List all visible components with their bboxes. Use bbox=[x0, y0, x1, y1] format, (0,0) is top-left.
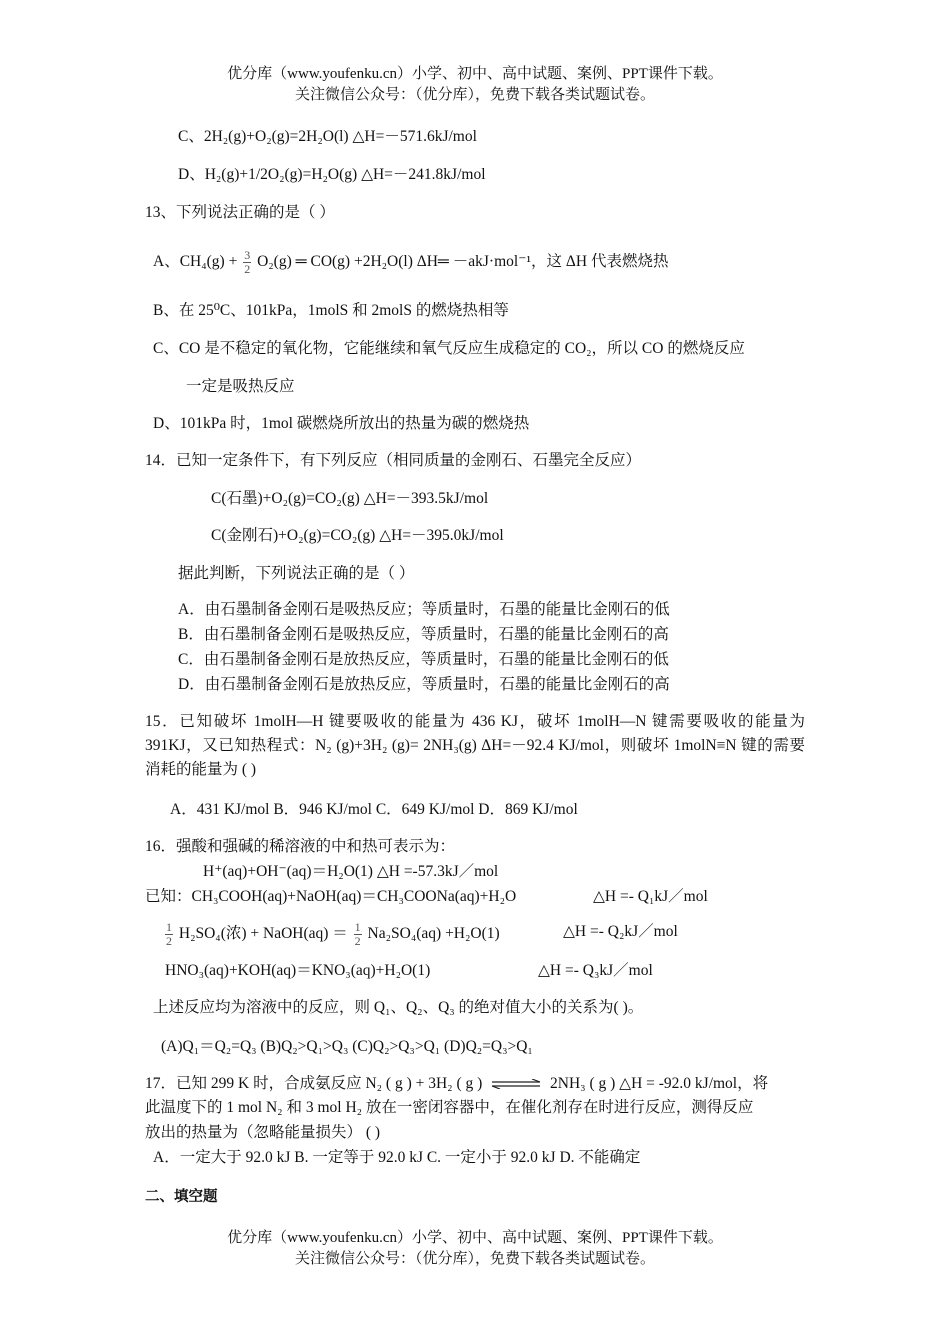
q16-equation-2-enthalpy: △H =- Q₂kJ／mol bbox=[563, 923, 678, 940]
page-header bbox=[0, 64, 950, 106]
page-footer bbox=[0, 1228, 950, 1270]
q13-option-a bbox=[153, 249, 668, 276]
q14-question: 据此判断，下列说法正确的是（ ） bbox=[178, 565, 415, 582]
q13-option-d: D、101kPa 时，1mol 碳燃烧所放出的热量为碳的燃烧热 bbox=[153, 415, 530, 432]
q17-line-1 bbox=[145, 1073, 768, 1095]
q13-option-a-fraction bbox=[243, 249, 251, 276]
reversible-arrow-icon bbox=[490, 1079, 542, 1089]
fraction-denominator: 2 bbox=[166, 934, 172, 948]
q12-option-c: C、2H₂(g)+O₂(g)=2H₂O(l) △H=－571.6kJ/mol bbox=[178, 128, 477, 145]
q15-options: A．431 KJ/mol B．946 KJ/mol C．649 KJ/mol D．869 KJ/mol bbox=[170, 801, 578, 818]
q14-option-d: D．由石墨制备金刚石是放热反应，等质量时，石墨的能量比金刚石的高 bbox=[178, 676, 670, 693]
q13-option-a-pre: A、CH₄(g) + bbox=[153, 253, 238, 271]
q17-line-2: 此温度下的 1 mol N₂ 和 3 mol H₂ 放在一密闭容器中，在催化剂存在时进行反应，测得反应 bbox=[145, 1099, 754, 1116]
fraction-numerator: 1 bbox=[166, 920, 172, 934]
q16-neutralization-equation: H⁺(aq)+OH⁻(aq)＝H₂O(1) △H =-57.3kJ／mol bbox=[203, 863, 499, 880]
q14-option-c: C．由石墨制备金刚石是放热反应，等质量时，石墨的能量比金刚石的低 bbox=[178, 651, 669, 668]
header-line-2: 关注微信公众号：（优分库），免费下载各类试题试卷。 bbox=[294, 87, 655, 103]
fraction-denominator: 2 bbox=[244, 262, 251, 276]
fraction-numerator: 3 bbox=[244, 248, 251, 262]
q14-equation-1: C(石墨)+O₂(g)=CO₂(g) △H=－393.5kJ/mol bbox=[211, 490, 489, 507]
q14-equation-2: C(金刚石)+O₂(g)=CO₂(g) △H=－395.0kJ/mol bbox=[211, 527, 504, 544]
q16-equation-2-fraction-2 bbox=[354, 921, 362, 948]
q16-equation-2-tail: Na₂SO₄(aq) +H₂O(1) bbox=[367, 925, 500, 943]
q15-stem: 15．已知破坏 1molH—H 键要吸收的能量为 436 KJ，破坏 1molH—N 键需要吸收的能量为 391KJ，又已知热程式：N₂ (g)+3H₂ (g)= 2NH₃(g) ΔH=－92.4 KJ/mol，则破坏 1molN≡N 键的需要消耗的能量为 ( ) bbox=[145, 713, 805, 778]
section-2-heading: 二、填空题 bbox=[145, 1189, 218, 1205]
q12-option-d: D、H₂(g)+1/2O₂(g)=H₂O(g) △H=－241.8kJ/mol bbox=[178, 166, 486, 183]
q13-option-c-line2: 一定是吸热反应 bbox=[186, 378, 295, 395]
q16-equation-3: HNO₃(aq)+KOH(aq)＝KNO₃(aq)+H₂O(1) bbox=[165, 962, 431, 979]
fraction-denominator: 2 bbox=[354, 934, 361, 948]
q17-line-3: 放出的热量为（忽略能量损失） ( ) bbox=[145, 1124, 381, 1141]
q17-line-1-post: 2NH₃ ( g ) △H = -92.0 kJ/mol，将 bbox=[550, 1075, 769, 1092]
q16-equation-2 bbox=[163, 921, 500, 948]
header-line-1: 优分库（www.youfenku.cn）小学、初中、高中试题、案例、PPT课件下载。 bbox=[227, 66, 723, 82]
q16-equation-3-enthalpy: △H =- Q₃kJ／mol bbox=[538, 962, 653, 979]
q17-options: A．一定大于 92.0 kJ B. 一定等于 92.0 kJ C. 一定小于 92.0 kJ D. 不能确定 bbox=[153, 1149, 641, 1166]
q16-options: (A)Q₁＝Q₂=Q₃ (B)Q₂>Q₁>Q₃ (C)Q₂>Q₃>Q₁ (D)Q₂=Q₃>Q₁ bbox=[161, 1038, 533, 1055]
q16-equation-1: 已知：CH₃COOH(aq)+NaOH(aq)＝CH₃COONa(aq)+H₂O bbox=[145, 888, 517, 905]
q16-equation-2-fraction-1 bbox=[165, 921, 173, 948]
q13-option-a-post: O₂(g) ═ CO(g) +2H₂O(l) ΔH═ －akJ·mol⁻¹，这 ΔH 代表燃烧热 bbox=[257, 253, 669, 271]
q14-stem: 14．已知一定条件下，有下列反应（相同质量的金刚石、石墨完全反应） bbox=[145, 452, 642, 469]
q14-option-b: B．由石墨制备金刚石是吸热反应，等质量时，石墨的能量比金刚石的高 bbox=[178, 626, 669, 643]
fraction-numerator: 1 bbox=[354, 920, 361, 934]
q16-equation-1-enthalpy: △H =- Q₁kJ／mol bbox=[593, 888, 708, 905]
q17-line-1-pre: 17．已知 299 K 时，合成氨反应 N₂ ( g ) + 3H₂ ( g ) bbox=[145, 1075, 483, 1092]
footer-line-2: 关注微信公众号：（优分库），免费下载各类试题试卷。 bbox=[294, 1251, 655, 1267]
q13-option-b: B、在 25⁰C、101kPa，1molS 和 2molS 的燃烧热相等 bbox=[153, 302, 509, 319]
q16-equation-2-middle: H₂SO₄(浓) + NaOH(aq) ＝ bbox=[178, 925, 348, 943]
footer-line-1: 优分库（www.youfenku.cn）小学、初中、高中试题、案例、PPT课件下载。 bbox=[227, 1230, 723, 1246]
q13-stem: 13、下列说法正确的是（ ） bbox=[145, 204, 335, 221]
q14-option-a: A．由石墨制备金刚石是吸热反应；等质量时，石墨的能量比金刚石的低 bbox=[178, 601, 670, 618]
q16-question: 上述反应均为溶液中的反应，则 Q₁、Q₂、Q₃ 的绝对值大小的关系为( )。 bbox=[153, 999, 644, 1016]
q13-option-c-line1: C、CO 是不稳定的氧化物，它能继续和氧气反应生成稳定的 CO₂，所以 CO 的燃烧反应 bbox=[153, 340, 745, 357]
q16-stem: 16．强酸和强碱的稀溶液的中和热可表示为： bbox=[145, 838, 456, 855]
